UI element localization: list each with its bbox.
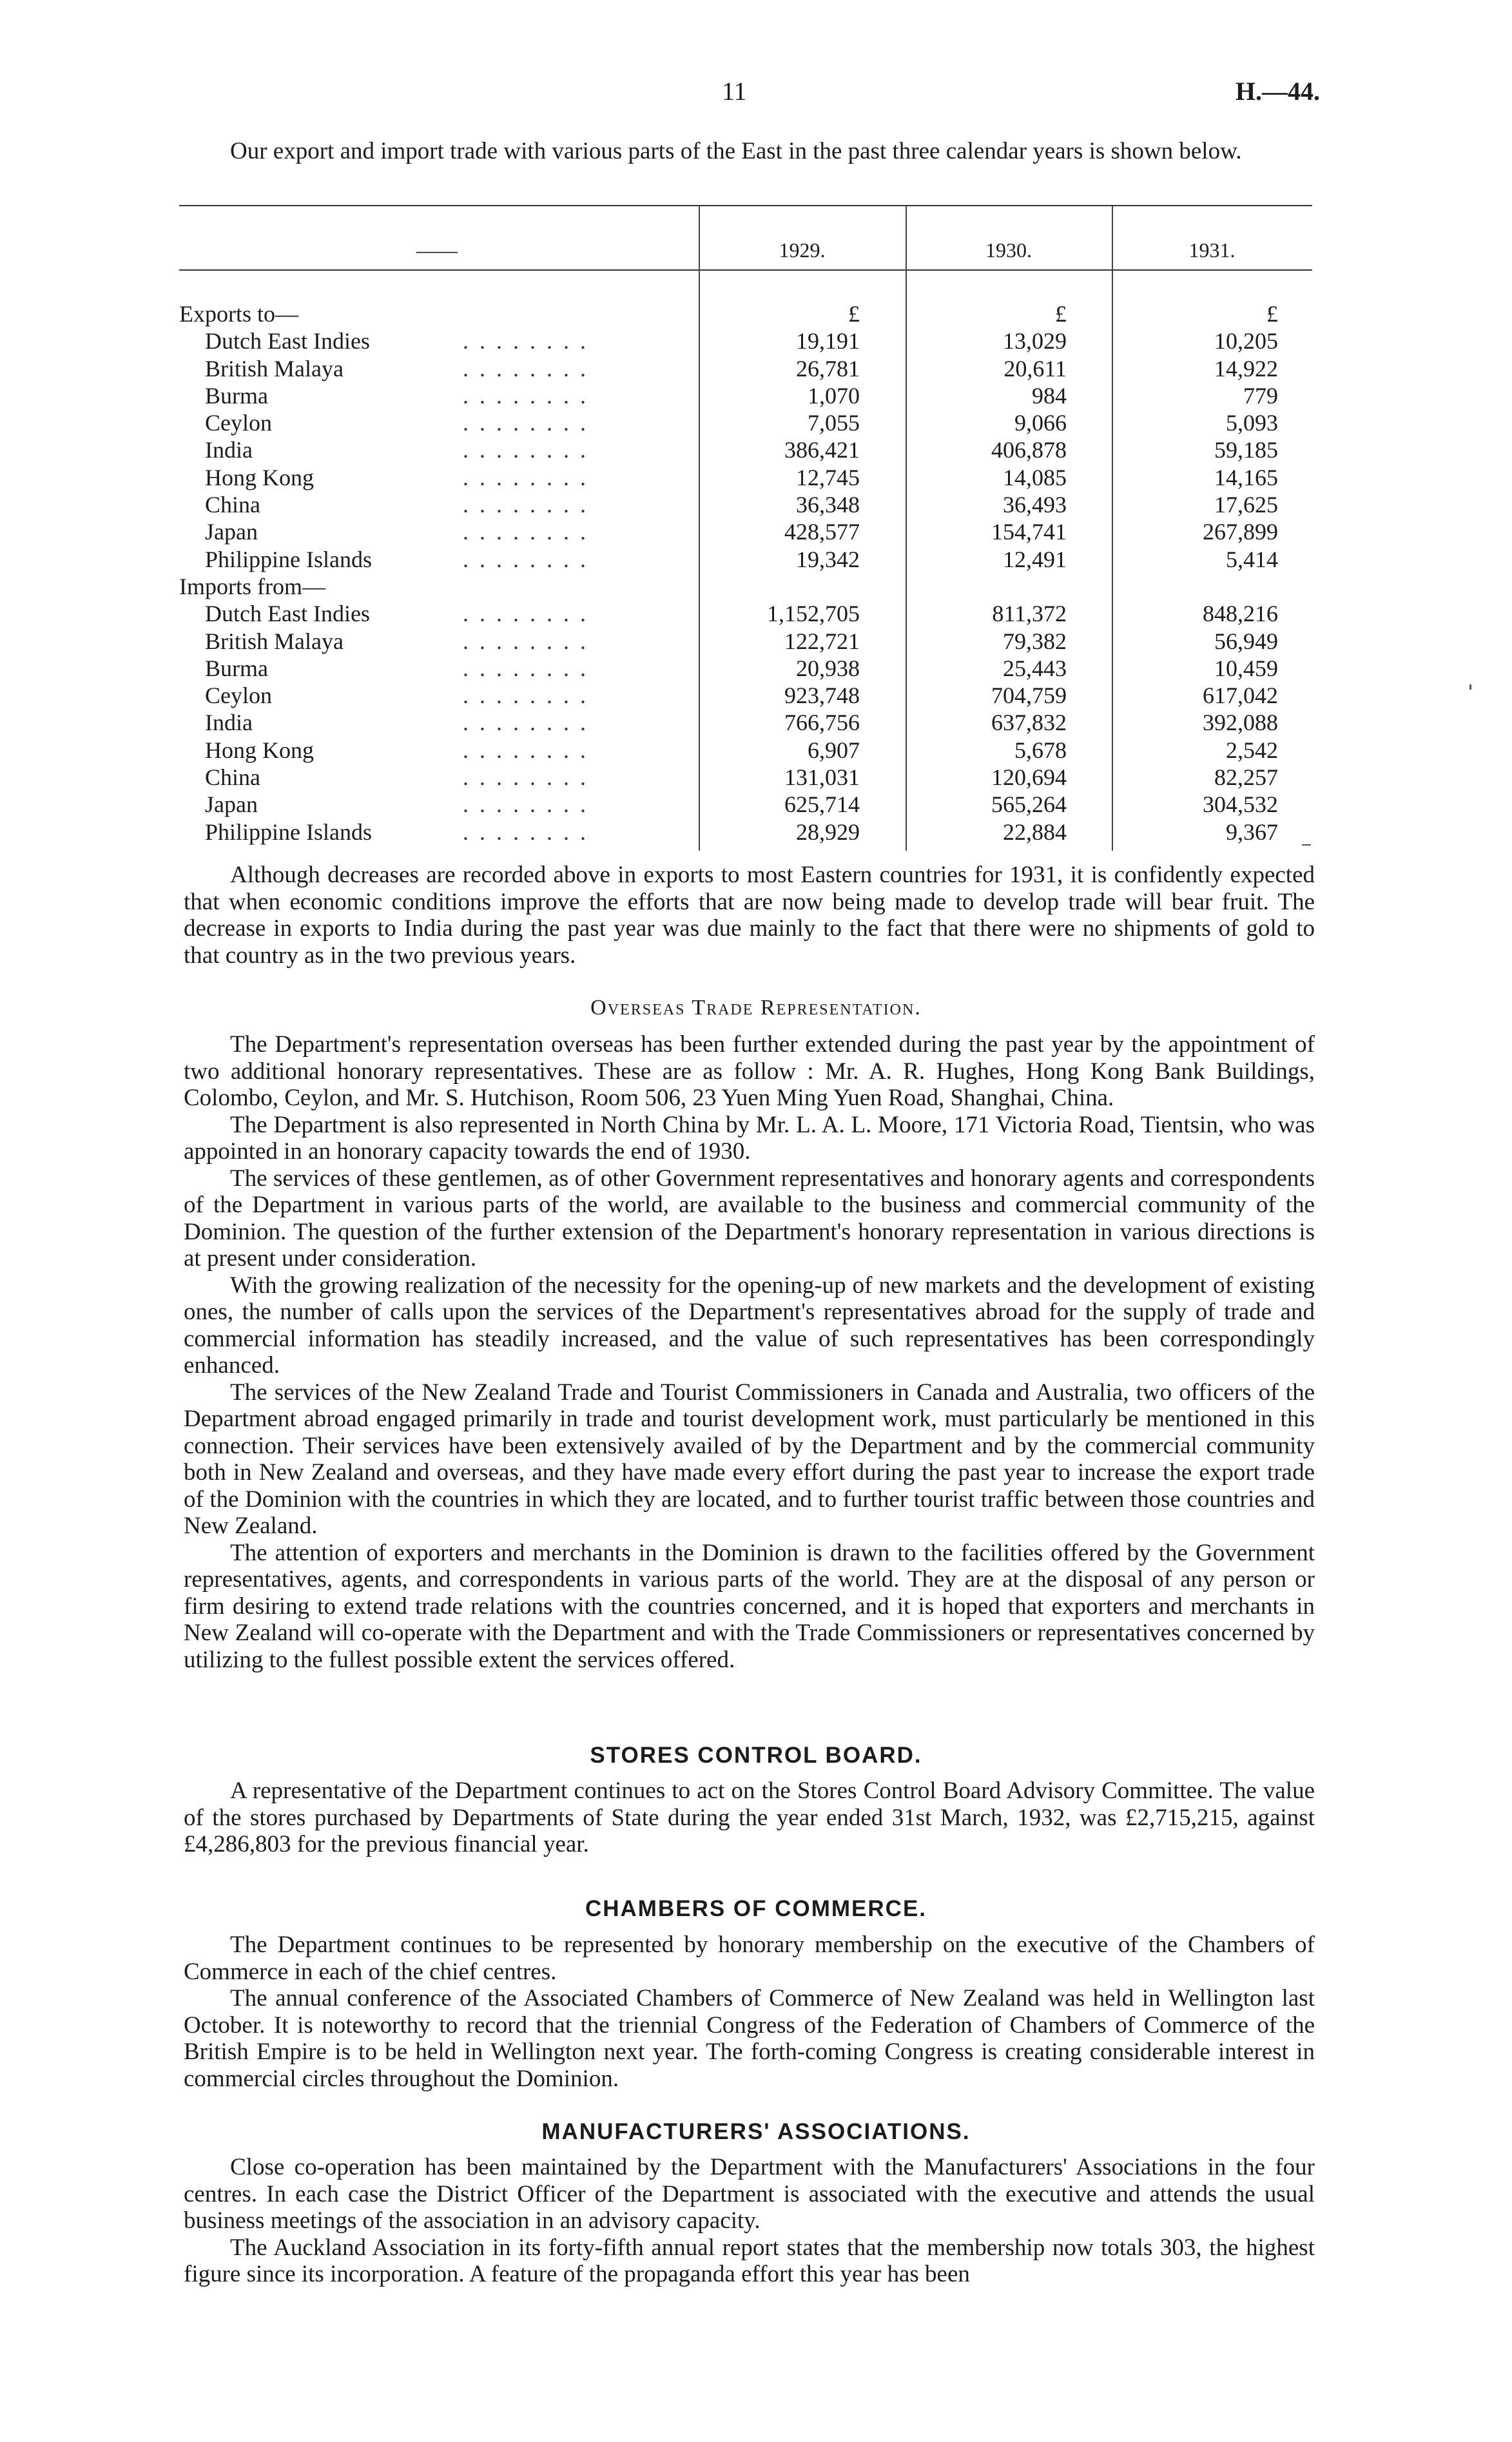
leader-dots: . . . . . . . . (463, 546, 588, 572)
table-row (179, 764, 1312, 791)
leader-dots: . . . . . . . . (463, 601, 588, 627)
body-paragraph: The Department is also represented in North China by Mr. L. A. L. Moore, 171 Victoria Road, Tientsin, who was appointed in an honorary capacity towards the end of 1930. (184, 1111, 1315, 1165)
value-cell: 766,756 (784, 710, 860, 736)
table-row (179, 464, 1312, 491)
table-top-rule (179, 205, 1312, 206)
value-cell: 9,367 (1226, 819, 1278, 845)
value-cell: 19,191 (796, 328, 860, 354)
value-cell: 267,899 (1203, 519, 1278, 545)
value-cell: 12,745 (796, 464, 860, 490)
value-cell: 10,205 (1214, 328, 1278, 354)
table-row (179, 791, 1312, 818)
country-label: Ceylon (205, 683, 272, 709)
value-cell: 20,611 (1003, 355, 1067, 382)
table-row (179, 436, 1312, 463)
country-label: China (205, 764, 260, 791)
year-header-1930: 1930. (985, 238, 1032, 262)
value-cell: 120,694 (991, 764, 1067, 791)
document-reference: H.—44. (1235, 77, 1320, 106)
stores-section (184, 1778, 1315, 1858)
value-cell: 36,493 (1003, 492, 1067, 518)
value-cell: 984 (1032, 382, 1067, 409)
country-label: Philippine Islands (205, 546, 372, 572)
stores-heading: STORES CONTROL BOARD. (590, 1743, 922, 1768)
leader-dots: . . . . . . . . (463, 464, 588, 490)
year-header-1931: 1931. (1188, 238, 1236, 262)
country-label: India (205, 437, 253, 463)
country-label: Dutch East Indies (205, 601, 370, 627)
value-cell: 392,088 (1203, 710, 1278, 736)
currency-symbol: £ (848, 301, 860, 327)
leader-dots: . . . . . . . . (463, 519, 588, 545)
value-cell: 22,884 (1003, 819, 1067, 845)
leader-dots: . . . . . . . . (463, 437, 588, 463)
margin-mark (1302, 844, 1311, 846)
manufacturers-heading: MANUFACTURERS' ASSOCIATIONS. (541, 2119, 971, 2144)
country-label: Hong Kong (205, 464, 314, 490)
body-paragraph: The services of the New Zealand Trade and Tourist Commissioners in Canada and Australia, two officers of the Department abroad engaged primarily in trade and tourist development work, must particularly be mentioned in this connection. Their services have been extensively availed of by the Department and by the commercial community both in New Zealand and overseas, and they have made every effort during the past year to increase the export trade of the Dominion with the countries in which they are located, and to further tourist traffic between those countries and New Zealand. (184, 1379, 1315, 1539)
country-label: Dutch East Indies (205, 328, 370, 354)
chambers-heading: CHAMBERS OF COMMERCE. (585, 1896, 927, 1921)
value-cell: 28,929 (796, 819, 860, 845)
table-header-rule (179, 269, 1312, 271)
body-paragraph: The services of these gentlemen, as of other Government representatives and honorary agents and correspondents of the Department in various parts of the world, are available to the business and commercial community of the Dominion. The question of the further extension of the Department's honorary representation in various directions is at present under consideration. (184, 1165, 1315, 1272)
body-paragraph: The annual conference of the Associated Chambers of Commerce of New Zealand was held in Wellington last October. It is noteworthy to record that the triennial Congress of the Federation of Chambers of Commerce of the British Empire is to be held in Wellington next year. The forth-coming Congress is creating considerable interest in commercial circles throughout the Dominion. (184, 1985, 1315, 2092)
leader-dots: . . . . . . . . (463, 628, 588, 654)
value-cell: 428,577 (784, 519, 860, 545)
table-row (179, 819, 1312, 846)
imports-heading-row (179, 573, 1312, 600)
country-label: Hong Kong (205, 737, 314, 763)
value-cell: 7,055 (808, 410, 860, 436)
value-cell: 5,093 (1226, 410, 1278, 436)
leader-dots: . . . . . . . . (463, 492, 588, 518)
body-paragraph: A representative of the Department continues to act on the Stores Control Board Advisory Committee. The value of the stores purchased by Departments of State during the year ended 31st March, 1932, was £2,715,215, against £4,286,803 for the previous financial year. (184, 1778, 1315, 1857)
table-row (179, 546, 1312, 573)
label-column-header: —— (416, 238, 458, 262)
value-cell: 13,029 (1003, 328, 1067, 354)
leader-dots: . . . . . . . . (463, 382, 588, 409)
value-cell: 19,342 (796, 546, 860, 572)
value-cell: 20,938 (796, 655, 860, 681)
value-cell: 56,949 (1214, 628, 1278, 654)
leader-dots: . . . . . . . . (463, 819, 588, 845)
value-cell: 122,721 (784, 628, 860, 654)
value-cell: 25,443 (1003, 655, 1067, 681)
currency-symbol: £ (1055, 301, 1067, 327)
value-cell: 5,414 (1226, 546, 1278, 572)
country-label: Burma (205, 382, 268, 409)
value-cell: 1,152,705 (767, 601, 860, 627)
value-cell: 36,348 (796, 492, 860, 518)
country-label: China (205, 492, 260, 518)
body-paragraph: Close co-operation has been maintained by the Department with the Manufacturers' Associations in the four centres. In each case the District Officer of the Department is associated with the executive and attends the usual business meetings of the association in an advisory capacity. (184, 2154, 1315, 2234)
table-row (179, 409, 1312, 436)
intro-paragraph: Our export and import trade with various parts of the East in the past three calendar years is shown below. (230, 138, 1242, 164)
body-paragraph: The Department's representation overseas has been further extended during the past year by the appointment of two additional honorary representatives. These are as follow : Mr. A. R. Hughes, Hong Kong Bank Buildings, Colombo, Ceylon, and Mr. S. Hutchison, Room 506, 23 Yuen Ming Yuen Road, Shanghai, China. (184, 1031, 1315, 1111)
table-row (179, 628, 1312, 655)
value-cell: 14,165 (1214, 464, 1278, 490)
table-body (179, 300, 1312, 846)
page-header (0, 76, 1512, 115)
body-paragraph: With the growing realization of the necessity for the opening-up of new markets and the development of existing ones, the number of calls upon the services of the Department's representatives abroad for the supply of trade and commercial information has steadily increased, and the value of such representatives has been correspondingly enhanced. (184, 1272, 1315, 1379)
value-cell: 304,532 (1203, 791, 1278, 818)
value-cell: 79,382 (1003, 628, 1067, 654)
value-cell: 154,741 (991, 519, 1067, 545)
value-cell: 14,085 (1003, 464, 1067, 490)
value-cell: 17,625 (1214, 492, 1278, 518)
country-label: British Malaya (205, 628, 344, 654)
table-row (179, 491, 1312, 518)
leader-dots: . . . . . . . . (463, 683, 588, 709)
country-label: Japan (205, 519, 258, 545)
leader-dots: . . . . . . . . (463, 328, 588, 354)
value-cell: 9,066 (1014, 410, 1067, 436)
value-cell: 811,372 (992, 601, 1067, 627)
value-cell: 5,678 (1014, 737, 1067, 763)
table-row (179, 518, 1312, 545)
country-label: Burma (205, 655, 268, 681)
value-cell: 386,421 (784, 437, 860, 463)
body-paragraph: The Department continues to be represented by honorary membership on the executive of the Chambers of Commerce in each of the chief centres. (184, 1932, 1315, 1985)
table-row (179, 355, 1312, 382)
value-cell: 26,781 (796, 355, 860, 382)
margin-mark (1469, 684, 1471, 690)
table-row (179, 682, 1312, 709)
overseas-heading: Overseas Trade Representation. (590, 996, 922, 1020)
value-cell: 565,264 (991, 791, 1067, 818)
section-heading: Imports from— (179, 573, 325, 599)
value-cell: 637,832 (991, 710, 1067, 736)
value-cell: 406,878 (991, 437, 1067, 463)
value-cell: 625,714 (784, 791, 860, 818)
chambers-section (184, 1932, 1315, 2092)
table-row (179, 709, 1312, 736)
leader-dots: . . . . . . . . (463, 410, 588, 436)
section-heading: Exports to— (179, 301, 298, 327)
value-cell: 2,542 (1226, 737, 1278, 763)
leader-dots: . . . . . . . . (463, 655, 588, 681)
leader-dots: . . . . . . . . (463, 791, 588, 818)
table-row (179, 382, 1312, 409)
country-label: Philippine Islands (205, 819, 372, 845)
value-cell: 131,031 (784, 764, 860, 791)
manufacturers-section (184, 2154, 1315, 2288)
table-row (179, 655, 1312, 682)
value-cell: 923,748 (784, 683, 860, 709)
after-table-paragraph: Although decreases are recorded above in exports to most Eastern countries for 1931, it is confidently expected that when economic conditions improve the efforts that are now being made to develop trade will bear fruit. The decrease in exports to India during the past year was due mainly to the fact that there were no shipments of gold to that country as in the two previous years. (184, 862, 1315, 969)
body-paragraph: The attention of exporters and merchants in the Dominion is drawn to the facilities offered by the Government representatives, agents, and correspondents in various parts of the world. They are at the disposal of any person or firm desiring to extend trade relations with the countries concerned, and it is hoped that exporters and merchants in New Zealand will co-operate with the Department and with the Trade Commissioners or representatives concerned by utilizing to the fullest possible extent the services offered. (184, 1539, 1315, 1673)
leader-dots: . . . . . . . . (463, 737, 588, 763)
value-cell: 848,216 (1203, 601, 1278, 627)
year-header-1929: 1929. (779, 238, 826, 262)
value-cell: 6,907 (808, 737, 860, 763)
table-row (179, 327, 1312, 354)
trade-table (179, 205, 1312, 856)
value-cell: 779 (1243, 382, 1278, 409)
overseas-section (184, 1031, 1315, 1673)
value-cell: 12,491 (1003, 546, 1067, 572)
value-cell: 82,257 (1214, 764, 1278, 791)
country-label: Japan (205, 791, 258, 818)
value-cell: 59,185 (1214, 437, 1278, 463)
page-number: 11 (722, 77, 747, 106)
table-row (179, 737, 1312, 764)
currency-symbol: £ (1266, 301, 1278, 327)
country-label: British Malaya (205, 355, 344, 382)
value-cell: 10,459 (1214, 655, 1278, 681)
value-cell: 704,759 (991, 683, 1067, 709)
body-paragraph: The Auckland Association in its forty-fifth annual report states that the membership now totals 303, the highest figure since its incorporation. A feature of the propaganda effort this year has been (184, 2234, 1315, 2287)
value-cell: 617,042 (1203, 683, 1278, 709)
value-cell: 14,922 (1214, 355, 1278, 382)
value-cell: 1,070 (808, 382, 860, 409)
leader-dots: . . . . . . . . (463, 355, 588, 382)
leader-dots: . . . . . . . . (463, 764, 588, 791)
exports-heading-row (179, 300, 1312, 327)
table-row (179, 600, 1312, 627)
country-label: Ceylon (205, 410, 272, 436)
leader-dots: . . . . . . . . (463, 710, 588, 736)
table-header (179, 213, 1312, 266)
country-label: India (205, 710, 253, 736)
